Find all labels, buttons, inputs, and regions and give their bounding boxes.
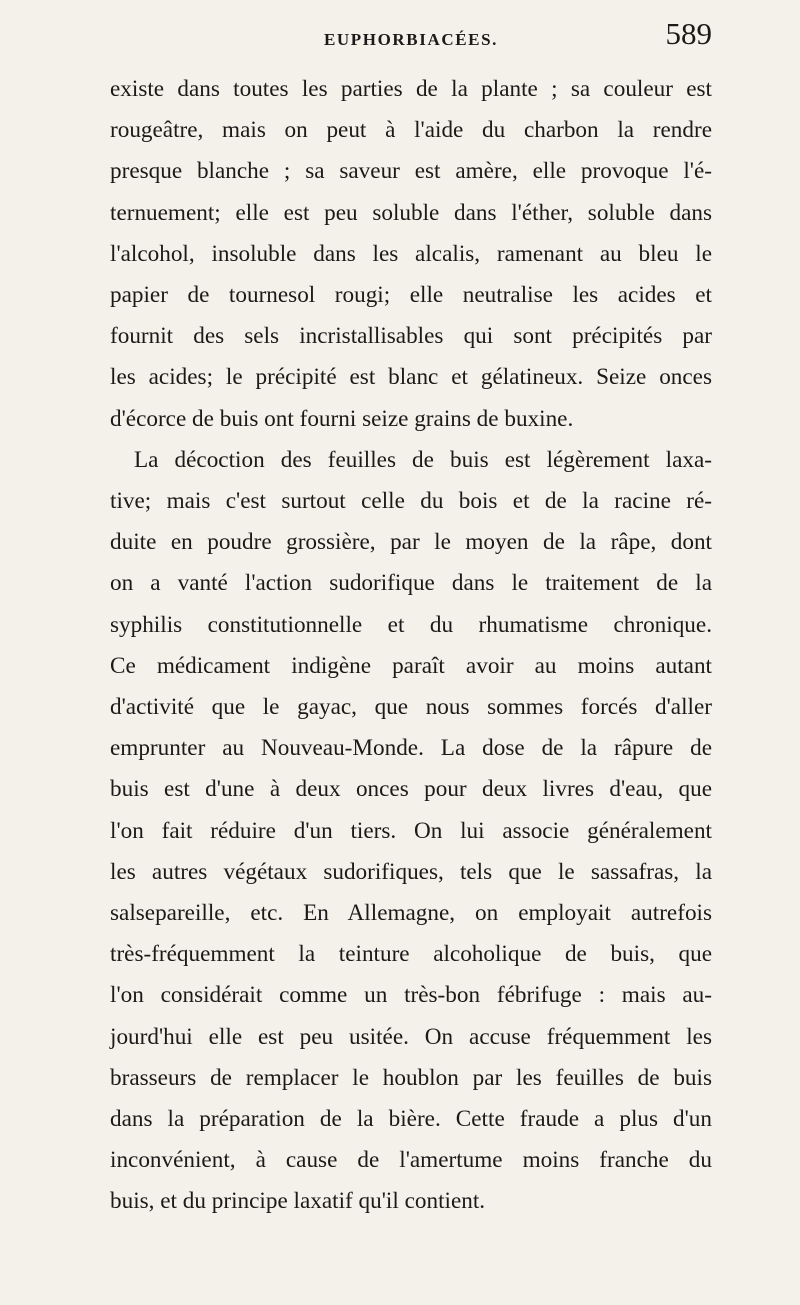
text-line: l'on considérait comme un très-bon fébrifuge : mais au-: [110, 982, 712, 1009]
text-line: emprunter au Nouveau-Monde. La dose de la râpure de: [110, 735, 712, 762]
running-title: EUPHORBIACÉES.: [323, 30, 498, 49]
text-line: fournit des sels incristallisables qui sont précipités par: [110, 323, 712, 350]
text-line: syphilis constitutionnelle et du rhumatisme chronique.: [110, 611, 712, 638]
text-line: d'écorce de buis ont fourni seize grains de buxine.: [110, 405, 574, 432]
text-line: existe dans toutes les parties de la plante ; sa couleur est: [110, 76, 712, 102]
body-text: [110, 69, 712, 1223]
text-line: duite en poudre grossière, par le moyen de la râpe, dont: [110, 529, 712, 556]
text-line: rougeâtre, mais on peut à l'aide du charbon la rendre: [110, 117, 712, 144]
text-line: les acides; le précipité est blanc et gélatineux. Seize onces: [110, 364, 712, 391]
text-line: buis, et du principe laxatif qu'il contient.: [110, 1188, 486, 1215]
text-line: papier de tournesol rougi; elle neutralise les acides et: [110, 282, 712, 309]
text-line: jourd'hui elle est peu usitée. On accuse fréquemment les: [110, 1023, 712, 1050]
text-line: La décoction des feuilles de buis est légèrement laxa-: [134, 446, 712, 473]
text-line: Ce médicament indigène paraît avoir au moins autant: [110, 652, 712, 679]
text-line: l'alcohol, insoluble dans les alcalis, ramenant au bleu le: [110, 240, 712, 267]
text-line: très-fréquemment la teinture alcoholique de buis, que: [110, 941, 712, 968]
text-line: brasseurs de remplacer le houblon par les feuilles de buis: [110, 1064, 712, 1091]
text-line: les autres végétaux sudorifiques, tels que le sassafras, la: [110, 858, 712, 885]
text-line: dans la préparation de la bière. Cette fraude a plus d'un: [110, 1106, 712, 1133]
page-number: 589: [665, 16, 712, 51]
text-line: buis est d'une à deux onces pour deux livres d'eau, que: [110, 776, 712, 803]
text-line: on a vanté l'action sudorifique dans le traitement de la: [110, 570, 712, 597]
running-head: [110, 18, 712, 64]
text-line: presque blanche ; sa saveur est amère, elle provoque l'é-: [110, 158, 712, 185]
text-line: tive; mais c'est surtout celle du bois et de la racine ré-: [110, 488, 712, 515]
text-line: inconvénient, à cause de l'amertume moins franche du: [110, 1147, 712, 1174]
text-line: d'activité que le gayac, que nous sommes forcés d'aller: [110, 694, 712, 721]
text-line: l'on fait réduire d'un tiers. On lui associe généralement: [110, 817, 712, 844]
text-line: ternuement; elle est peu soluble dans l'éther, soluble dans: [110, 199, 712, 226]
text-line: salsepareille, etc. En Allemagne, on employait autrefois: [110, 900, 712, 927]
